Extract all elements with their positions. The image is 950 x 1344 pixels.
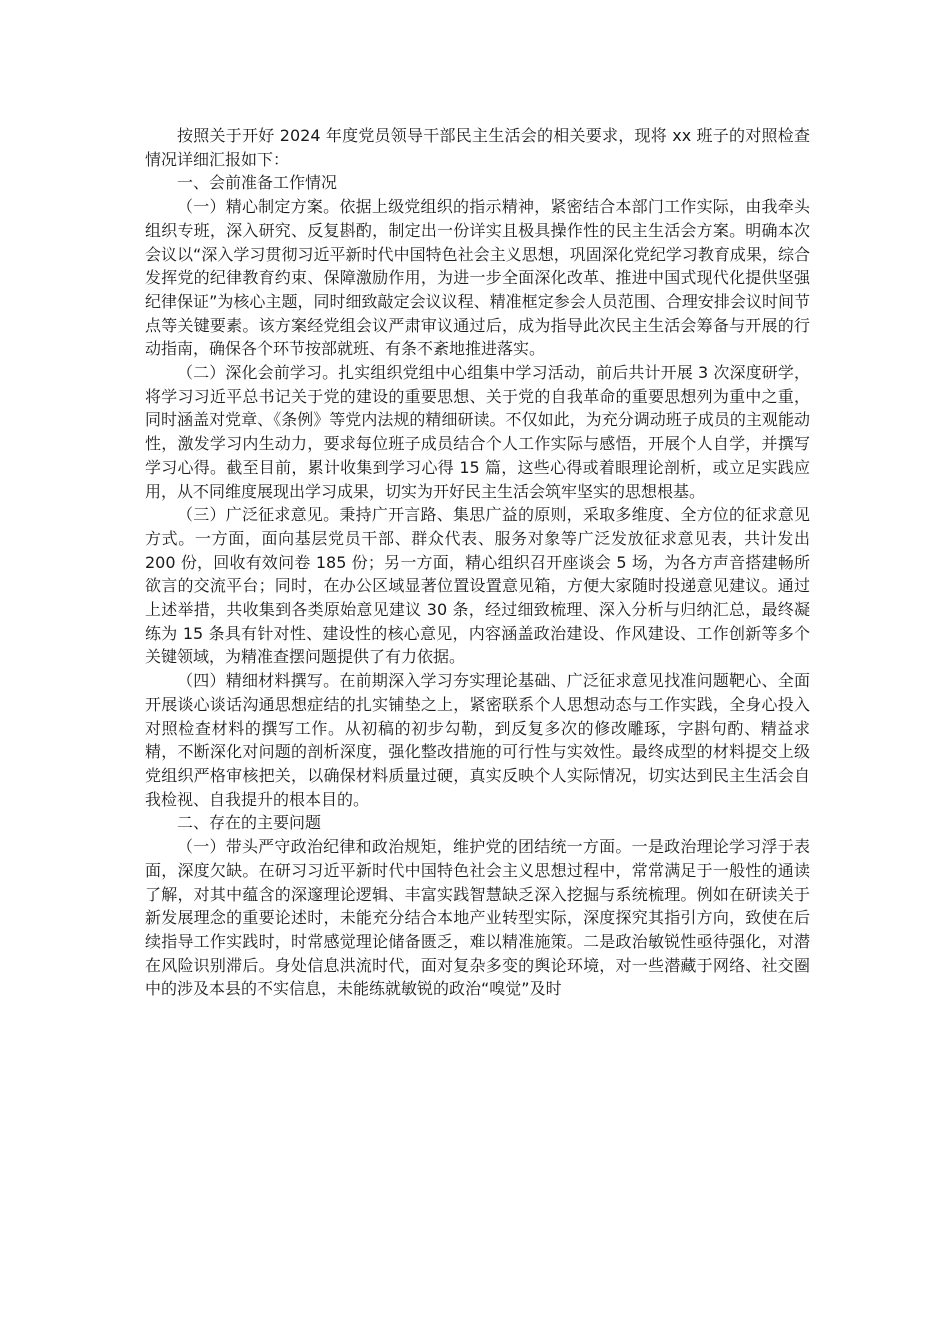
paragraph-opinions: （三）广泛征求意见。秉持广开言路、集思广益的原则，采取多维度、全方位的征求意见方式。一方面，面向基层党员干部、群众代表、服务对象等广泛发放征求意见表，共计发出 200 份，回收有效问卷 185 份；另一方面，精心组织召开座谈会 5 场，为各方声音搭建畅所欲言的交流平台；同时，在办公区域显著位置设置意见箱，方便大家随时投递意见建议。通过上述举措，共收集到各类原始意见建议 30 条，经过细致梳理、深入分析与归纳汇总，最终凝练为 15 条具有针对性、建设性的核心意见，内容涵盖政治建设、作风建设、工作创新等多个关键领域，为精准查摆问题提供了有力依据。 <box>145 505 810 667</box>
paragraph-plan: （一）精心制定方案。依据上级党组织的指示精神，紧密结合本部门工作实际，由我牵头组织专班，深入研究、反复斟酌，制定出一份详实且极具操作性的民主生活会方案。明确本次会议以“深入学习贯彻习近平新时代中国特色社会主义思想，巩固深化党纪学习教育成果，综合发挥党的纪律教育约束、保障激励作用，为进一步全面深化改革、推进中国式现代化提供坚强纪律保证”为核心主题，同时细致敲定会议议程、精准框定参会人员范围、合理安排会议时间节点等关键要素。该方案经党组会议严肃审议通过后，成为指导此次民主生活会筹备与开展的行动指南，确保各个环节按部就班、有条不紊地推进落实。 <box>145 197 810 359</box>
document-body <box>145 124 810 1001</box>
paragraph-political-discipline: （一）带头严守政治纪律和政治规矩，维护党的团结统一方面。一是政治理论学习浮于表面，深度欠缺。在研习习近平新时代中国特色社会主义思想过程中，常常满足于一般性的通读了解，对其中蕴含的深邃理论逻辑、丰富实践智慧缺乏深入挖掘与系统梳理。例如在研读关于新发展理念的重要论述时，未能充分结合本地产业转型实际，深度探究其指引方向，致使在后续指导工作实践时，时常感觉理论储备匮乏，难以精准施策。二是政治敏锐性亟待强化，对潜在风险识别滞后。身处信息洪流时代，面对复杂多变的舆论环境，对一些潜藏于网络、社交圈中的涉及本县的不实信息，未能练就敏锐的政治“嗅觉”及时 <box>145 837 810 999</box>
intro-paragraph: 按照关于开好 2024 年度党员领导干部民主生活会的相关要求，现将 xx 班子的对照检查情况详细汇报如下： <box>145 126 810 169</box>
section-heading-problems: 二、存在的主要问题 <box>177 813 322 833</box>
paragraph-study: （二）深化会前学习。扎实组织党组中心组集中学习活动，前后共计开展 3 次深度研学，将学习习近平总书记关于党的建设的重要思想、关于党的自我革命的重要思想列为重中之重，同时涵盖对党章、《条例》等党内法规的精细研读。不仅如此，为充分调动班子成员的主观能动性，激发学习内生动力，要求每位班子成员结合个人工作实际与感悟，开展个人自学，并撰写学习心得。截至目前，累计收集到学习心得 15 篇，这些心得或着眼理论剖析，或立足实践应用，从不同维度展现出学习成果，切实为开好民主生活会筑牢坚实的思想根基。 <box>145 363 810 501</box>
paragraph-materials: （四）精细材料撰写。在前期深入学习夯实理论基础、广泛征求意见找准问题靶心、全面开展谈心谈话沟通思想症结的扎实铺垫之上，紧密联系个人思想动态与工作实践，全身心投入对照检查材料的撰写工作。从初稿的初步勾勒，到反复多次的修改雕琢，字斟句酌、精益求精，不断深化对问题的剖析深度，强化整改措施的可行性与实效性。最终成型的材料提交上级党组织严格审核把关，以确保材料质量过硬，真实反映个人实际情况，切实达到民主生活会自我检视、自我提升的根本目的。 <box>145 671 810 809</box>
section-heading-preparation: 一、会前准备工作情况 <box>177 173 338 193</box>
